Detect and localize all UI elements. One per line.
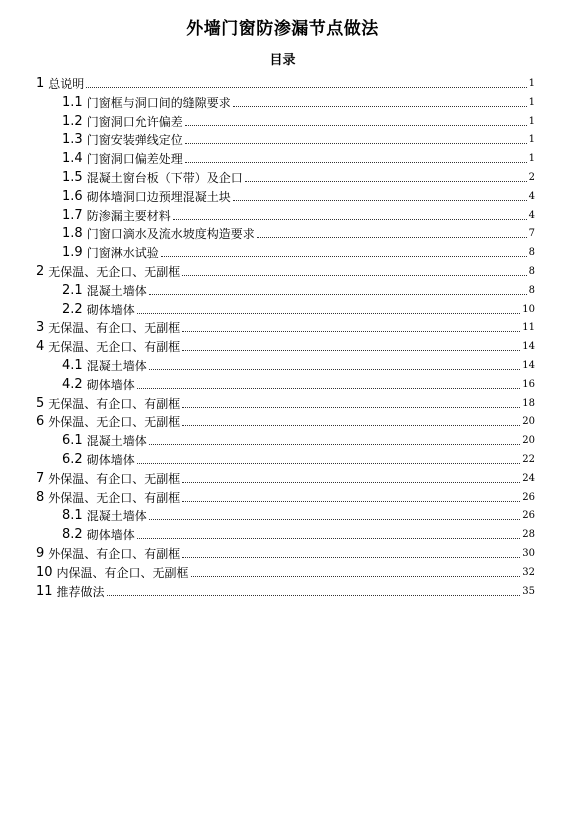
toc-entry-page: 8	[528, 284, 535, 296]
toc-entry-page: 18	[522, 397, 535, 409]
toc-entry-title: 总说明	[48, 77, 85, 91]
toc-entry-title: 门窗洞口偏差处理	[86, 152, 183, 167]
toc-entry-title: 无保温、有企口、有副框	[48, 396, 181, 411]
toc-entry-title: 门窗洞口允许偏差	[86, 114, 183, 129]
toc-entry[interactable]	[36, 468, 535, 486]
toc-entry-page: 26	[522, 510, 535, 522]
toc-dot-leader	[137, 313, 521, 314]
toc-entry-title: 内保温、有企口、无副框	[56, 565, 189, 580]
toc-entry-number: 8.1	[62, 508, 83, 524]
toc-entry-number: 1	[36, 76, 45, 91]
toc-entry-page: 2	[528, 172, 535, 183]
toc-entry-title: 混凝土墙体	[86, 434, 147, 449]
toc-entry-number: 3	[36, 320, 45, 336]
toc-entry-page: 30	[522, 548, 535, 559]
toc-entry[interactable]	[36, 581, 535, 599]
toc-entry[interactable]	[62, 92, 535, 110]
toc-entry-page: 10	[522, 303, 535, 315]
toc-entry-title: 砌体墙体	[86, 453, 135, 467]
toc-entry[interactable]	[62, 299, 535, 317]
toc-dot-leader	[245, 181, 527, 182]
toc-entry[interactable]	[62, 205, 535, 223]
toc-entry[interactable]	[36, 261, 535, 279]
toc-entry-title: 门窗口滴水及流水坡度构造要求	[86, 227, 255, 242]
toc-entry-title: 外保温、无企口、无副框	[48, 415, 181, 430]
toc-dot-leader	[137, 463, 521, 464]
toc-entry-title: 推荐做法	[56, 584, 105, 599]
toc-entry-title: 无保温、无企口、有副框	[48, 340, 181, 355]
toc-entry-number: 6.1	[62, 433, 83, 449]
toc-entry-page: 32	[522, 566, 535, 578]
toc-entry-title: 无保温、有企口、无副框	[48, 321, 181, 336]
toc-entry-title: 混凝土窗台板（下带）及企口	[86, 171, 243, 185]
toc-entry-page: 16	[522, 378, 535, 390]
toc-entry-page: 20	[522, 435, 535, 447]
toc-entry[interactable]	[62, 129, 535, 147]
toc-entry-number: 1.9	[62, 245, 83, 261]
toc-dot-leader	[185, 162, 527, 163]
toc-entry[interactable]	[62, 111, 535, 129]
toc-dot-leader	[149, 519, 521, 520]
toc-entry-title: 混凝土墙体	[86, 283, 147, 298]
toc-entry-number: 1.6	[62, 188, 83, 204]
toc-entry[interactable]	[36, 543, 535, 561]
toc-entry-page: 1	[528, 153, 535, 165]
toc-dot-leader	[233, 106, 527, 107]
toc-entry-page: 8	[528, 266, 535, 277]
toc-entry-page: 8	[528, 247, 535, 259]
toc-entry-page: 1	[528, 115, 535, 127]
toc-entry-number: 1.2	[62, 113, 83, 129]
toc-entry[interactable]	[36, 562, 535, 580]
toc-entry[interactable]	[36, 487, 535, 505]
toc-dot-leader	[182, 275, 526, 276]
toc-entry[interactable]	[62, 355, 535, 373]
toc-dot-leader	[173, 219, 527, 220]
toc-dot-leader	[182, 407, 520, 408]
toc-entry-page: 7	[528, 228, 535, 240]
toc-entry[interactable]	[62, 449, 535, 467]
toc-entry-title: 砌体墙洞口边预埋混凝土块	[86, 189, 231, 204]
toc-entry-title: 防渗漏主要材料	[86, 208, 171, 223]
toc-dot-leader	[182, 557, 520, 558]
toc-dot-leader	[185, 125, 527, 126]
toc-dot-leader	[182, 331, 520, 332]
toc-dot-leader	[137, 538, 521, 539]
toc-entry-number: 1.5	[62, 170, 83, 185]
toc-entry-number: 8.2	[62, 527, 83, 543]
toc-entry-title: 外保温、无企口、有副框	[48, 490, 181, 505]
toc-entry[interactable]	[36, 411, 535, 429]
toc-entry-number: 1.8	[62, 226, 83, 242]
toc-entry-number: 8	[36, 489, 45, 505]
toc-entry-number: 6.2	[62, 452, 83, 467]
toc-entry-page: 28	[522, 529, 535, 541]
toc-entry[interactable]	[62, 242, 535, 260]
toc-entry-page: 4	[528, 209, 535, 221]
toc-entry[interactable]	[62, 374, 535, 392]
document-title: 外墙门窗防渗漏节点做法	[186, 19, 379, 39]
toc-entry-page: 1	[528, 134, 535, 146]
toc-dot-leader	[149, 444, 521, 445]
toc-entry[interactable]	[62, 280, 535, 298]
toc-entry-title: 砌体墙体	[86, 377, 135, 392]
toc-entry-title: 混凝土墙体	[86, 509, 147, 524]
toc-dot-leader	[161, 256, 527, 257]
toc-entry[interactable]	[62, 505, 535, 523]
toc-entry-number: 4	[36, 339, 45, 355]
toc-dot-leader	[185, 143, 527, 144]
toc-entry[interactable]	[36, 393, 535, 411]
toc-dot-leader	[191, 576, 521, 577]
toc-entry-number: 4.2	[62, 376, 83, 392]
toc-entry-number: 11	[36, 583, 53, 599]
toc-dot-leader	[182, 501, 520, 502]
toc-dot-leader	[182, 350, 520, 351]
toc-entry-page: 14	[522, 360, 535, 371]
toc-entry-page: 4	[528, 190, 535, 202]
toc-dot-leader	[233, 200, 527, 201]
toc-dot-leader	[107, 595, 521, 596]
toc-entry[interactable]	[36, 336, 535, 354]
toc-entry[interactable]	[62, 167, 535, 185]
toc-entry[interactable]	[36, 317, 535, 335]
toc-heading: 目录	[269, 53, 296, 68]
toc-entry-page: 24	[522, 472, 535, 484]
toc-entry-number: 10	[36, 564, 53, 580]
toc-entry[interactable]	[62, 430, 535, 448]
toc-entry[interactable]	[36, 73, 535, 91]
toc-entry-title: 砌体墙体	[86, 302, 135, 317]
toc-entry-number: 1.1	[62, 94, 83, 110]
toc-entry-number: 9	[36, 546, 45, 561]
toc-entry-page: 20	[522, 416, 535, 428]
toc-entry-number: 1.4	[62, 151, 83, 167]
toc-entry-number: 7	[36, 470, 45, 486]
toc-entry-number: 2.2	[62, 301, 83, 317]
toc-entry-page: 26	[522, 491, 535, 503]
toc-entry-number: 6	[36, 414, 45, 430]
toc-entry-page: 14	[522, 341, 535, 353]
toc-entry-page: 11	[522, 322, 535, 334]
toc-entry-title: 门窗淋水试验	[86, 246, 159, 261]
toc-entry-number: 5	[36, 395, 45, 411]
toc-dot-leader	[182, 482, 520, 483]
toc-dot-leader	[137, 388, 521, 389]
toc-entry-page: 1	[528, 96, 535, 108]
toc-dot-leader	[257, 237, 527, 238]
toc-entry-number: 2.1	[62, 282, 83, 298]
toc-entry-title: 混凝土墙体	[86, 359, 147, 373]
toc-entry[interactable]	[62, 186, 535, 204]
toc-entry-title: 无保温、无企口、无副框	[48, 265, 181, 279]
toc-entry-page: 1	[528, 78, 535, 89]
toc-entry[interactable]	[62, 148, 535, 166]
toc-entry[interactable]	[62, 524, 535, 542]
toc-entry-title: 门窗框与洞口间的缝隙要求	[86, 95, 231, 110]
toc-entry-number: 2	[36, 264, 45, 279]
toc-entry-number: 1.7	[62, 207, 83, 223]
toc-entry-number: 1.3	[62, 132, 83, 148]
toc-entry-title: 外保温、有企口、无副框	[48, 471, 181, 486]
toc-entry[interactable]	[62, 223, 535, 241]
toc-entry-title: 门窗安装弹线定位	[86, 133, 183, 148]
toc-entry-title: 砌体墙体	[86, 528, 135, 543]
toc-dot-leader	[149, 369, 521, 370]
toc-entry-title: 外保温、有企口、有副框	[48, 547, 181, 561]
toc-dot-leader	[182, 425, 520, 426]
toc-entry-number: 4.1	[62, 358, 83, 373]
toc-entry-page: 22	[522, 454, 535, 465]
toc-dot-leader	[149, 294, 527, 295]
toc-entry-page: 35	[522, 585, 535, 597]
toc-dot-leader	[86, 87, 526, 88]
